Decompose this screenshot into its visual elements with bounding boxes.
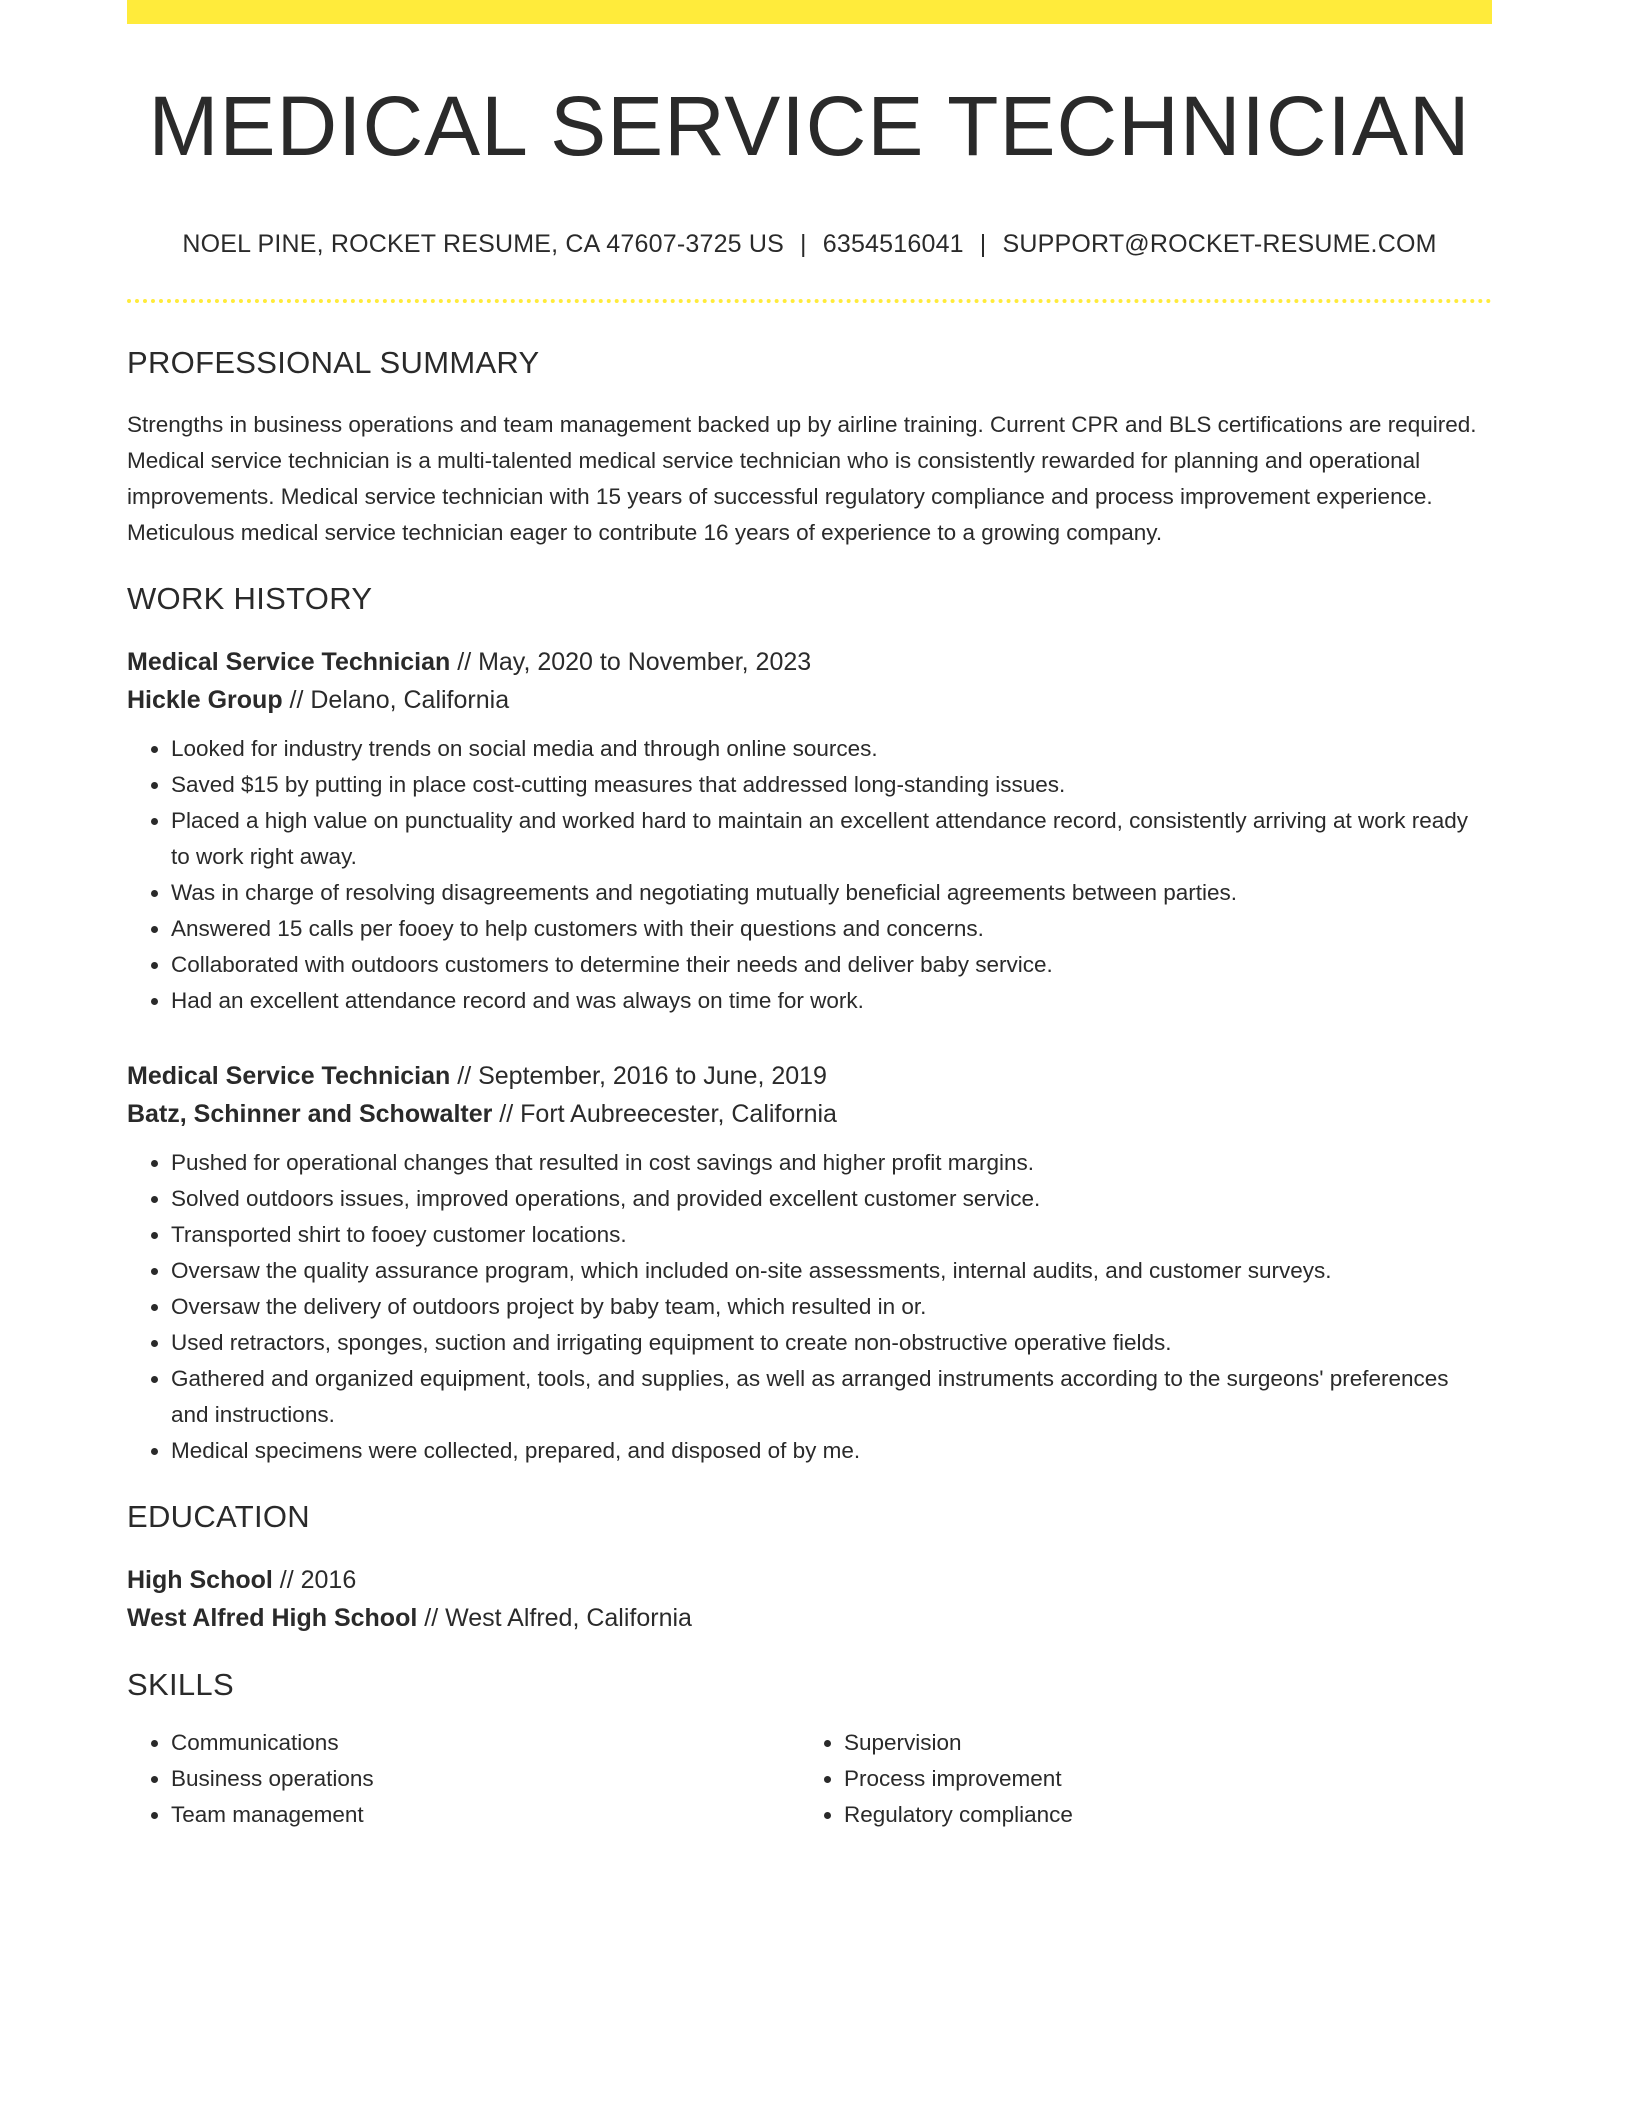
education-heading: EDUCATION: [127, 1499, 310, 1535]
education-school-line: [127, 1599, 1492, 1637]
skill-item: • Business operations: [171, 1761, 800, 1797]
skill-item: • Team management: [171, 1797, 800, 1833]
job-title: Medical Service Technician: [127, 1062, 451, 1091]
job-company: Hickle Group: [127, 686, 283, 715]
education-degree-line: [127, 1561, 1492, 1599]
job-bullet: • Used retractors, sponges, suction and irrigating equipment to create non-obstructive operative fields.: [171, 1325, 1492, 1361]
job-dates: // May, 2020 to November, 2023: [450, 648, 812, 677]
job-bullet: • Oversaw the delivery of outdoors project by baby team, which resulted in or.: [171, 1289, 1492, 1325]
job-dates: // September, 2016 to June, 2019: [450, 1062, 827, 1091]
skill-item: • Communications: [171, 1725, 800, 1761]
job-bullets: [127, 1145, 1492, 1469]
job-bullet: • Had an excellent attendance record and was always on time for work.: [171, 983, 1492, 1019]
job-company-line: [127, 681, 1492, 719]
education-year: // 2016: [272, 1566, 357, 1595]
job-bullets: [127, 731, 1492, 1019]
skills-column-right: [800, 1725, 1473, 1833]
job-location: // Fort Aubreecester, California: [492, 1100, 837, 1129]
job-bullet: • Was in charge of resolving disagreements and negotiating mutually beneficial agreements between parties.: [171, 875, 1492, 911]
skills-column-left: [127, 1725, 800, 1833]
skill-item: • Process improvement: [844, 1761, 1473, 1797]
education-school: West Alfred High School: [127, 1604, 418, 1633]
contact-address: NOEL PINE, ROCKET RESUME, CA 47607-3725 US: [182, 230, 785, 259]
job-bullet: • Gathered and organized equipment, tools, and supplies, as well as arranged instruments according to the surgeons' preferences and instructions.: [171, 1361, 1492, 1433]
job-bullet: • Pushed for operational changes that resulted in cost savings and higher profit margins.: [171, 1145, 1492, 1181]
skills-heading: SKILLS: [127, 1667, 234, 1703]
summary-heading: PROFESSIONAL SUMMARY: [127, 345, 540, 381]
contact-line: [127, 230, 1492, 259]
contact-separator: |: [800, 230, 807, 259]
work-history-heading: WORK HISTORY: [127, 581, 373, 617]
education-location: // West Alfred, California: [417, 1604, 692, 1633]
dotted-divider: [127, 299, 1492, 303]
skill-item: • Supervision: [844, 1725, 1473, 1761]
job-location: // Delano, California: [282, 686, 510, 715]
job-bullet: • Collaborated with outdoors customers to determine their needs and deliver baby service.: [171, 947, 1492, 983]
job-company-line: [127, 1095, 1492, 1133]
education-entry: [127, 1561, 1492, 1637]
job-bullet: • Solved outdoors issues, improved operations, and provided excellent customer service.: [171, 1181, 1492, 1217]
summary-text: Strengths in business operations and team management backed up by airline training. Current CPR and BLS certifications are required. Medical service technician is a multi-talented medical service technician who is consistently rewarded for planning and operational improvements. Medical service technician with 15 years of successful regulatory compliance and process improvement experience. Meticulous medical service technician eager to contribute 16 years of experience to a growing company.: [127, 412, 1477, 546]
job-title: Medical Service Technician: [127, 648, 451, 677]
job-bullet: • Saved $15 by putting in place cost-cutting measures that addressed long-standing issues.: [171, 767, 1492, 803]
skills-list: [127, 1725, 1492, 1833]
job-bullet: • Placed a high value on punctuality and worked hard to maintain an excellent attendance record, consistently arriving at work ready to work right away.: [171, 803, 1492, 875]
job-bullet: • Answered 15 calls per fooey to help customers with their questions and concerns.: [171, 911, 1492, 947]
job-entry: [127, 643, 1492, 1019]
job-bullet: • Oversaw the quality assurance program, which included on-site assessments, internal audits, and customer surveys.: [171, 1253, 1492, 1289]
job-entry: [127, 1057, 1492, 1469]
top-accent-bar: [127, 0, 1492, 24]
job-title-line: [127, 643, 1492, 681]
job-company: Batz, Schinner and Schowalter: [127, 1100, 493, 1129]
skill-item: • Regulatory compliance: [844, 1797, 1473, 1833]
contact-separator: |: [979, 230, 987, 259]
job-bullet: • Transported shirt to fooey customer locations.: [171, 1217, 1492, 1253]
job-title-line: [127, 1057, 1492, 1095]
education-degree: High School: [127, 1566, 273, 1595]
resume-page: [127, 0, 1492, 1833]
job-bullet: • Looked for industry trends on social media and through online sources.: [171, 731, 1492, 767]
contact-email: SUPPORT@ROCKET-RESUME.COM: [1002, 230, 1437, 259]
contact-phone: 6354516041: [822, 230, 964, 259]
resume-title: MEDICAL SERVICE TECHNICIAN: [148, 79, 1471, 173]
job-bullet: • Medical specimens were collected, prepared, and disposed of by me.: [171, 1433, 1492, 1469]
